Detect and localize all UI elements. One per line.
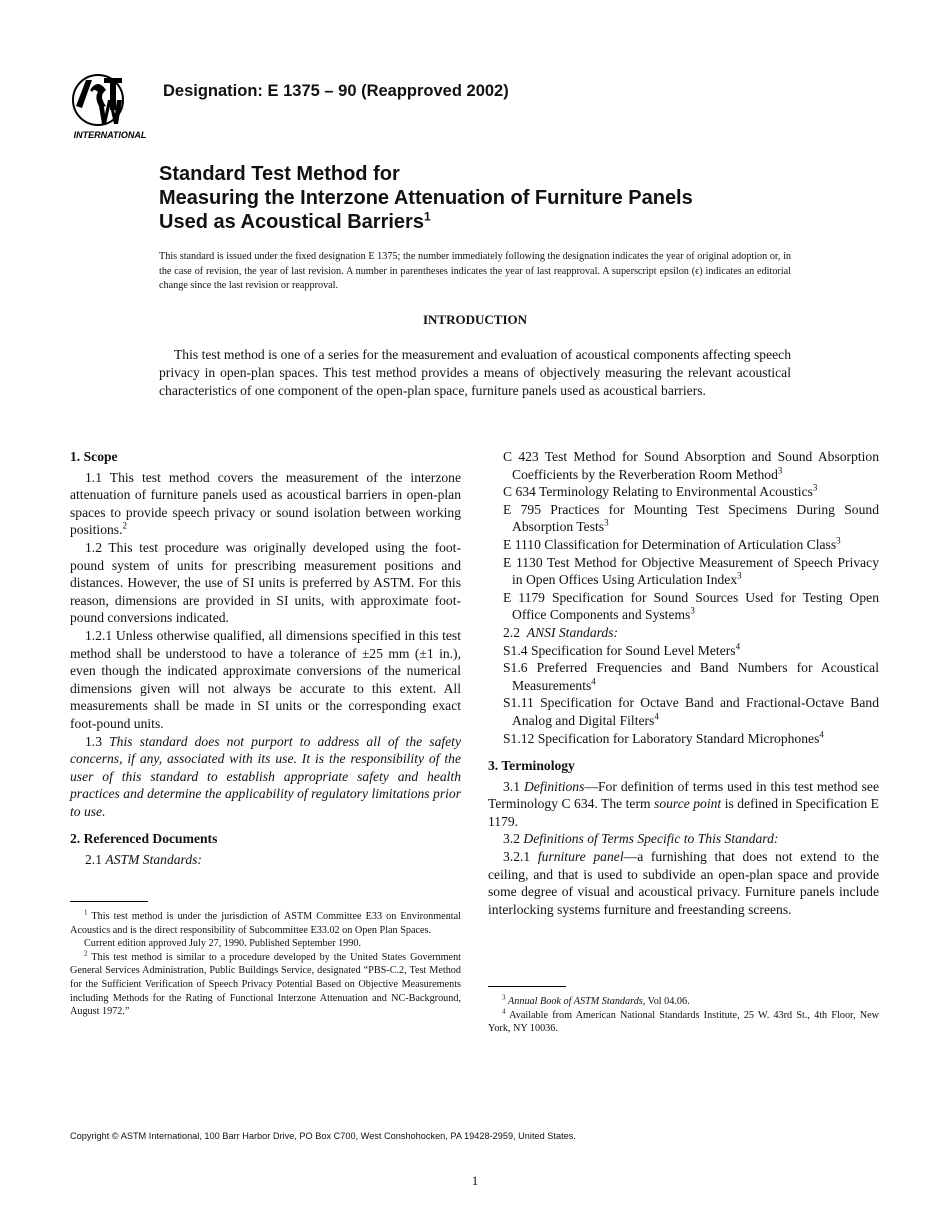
footnote-2: $^2$ This test method is similar to a procedure developed by the United States Government General Services Administration, Public Buildings Service, designated “PBS-C.2, Test Method for the Sufficient Verification of Speech Privacy Potential Based on Objective Measurements including Methods for the Rating of Functional Interzone Attenuation and NC-Background, August 1972.”: [70, 949, 461, 1018]
introduction-heading: INTRODUCTION: [422, 312, 527, 327]
paragraph-1-2-1: 1.2.1 Unless otherwise qualified, all dimensions specified in this test method shall be understood to have a tolerance of ±25 mm (±1 in.), even though the indicated approximate conversions of the numerical dimensions given will not always be accurate to this extent. All measurements shall be made in SI units or the corresponding exact foot-pound units.: [70, 627, 461, 731]
paragraph-2-2: 2.2 ANSI Standards:: [503, 624, 619, 640]
reference-item: E 795 Practices for Mounting Test Specimens During Sound Absorption Tests$^3$: [503, 501, 879, 535]
footnotes-left: [70, 910, 461, 1019]
astm-references: [488, 448, 879, 624]
footnote-ref-2[interactable]: 2: [122, 520, 127, 531]
paragraph-3-1: 3.1 Definitions—For definition of terms used in this test method see Terminology C 634. The term source point is defined in Specification E 1179.: [488, 778, 879, 829]
edition-note: Current edition approved July 27, 1990. Published September 1990.: [84, 938, 362, 950]
footnote-divider-right: [488, 986, 566, 987]
paragraph-3-2-1: 3.2.1 furniture panel—a furnishing that does not extend to the ceiling, and that is used to subdivide an open-plan space and provide some degree of visual and acoustical privacy. Furniture panels include interlocking systems furniture and freestanding screens.: [488, 849, 879, 917]
paragraph-2-1: 2.1 ASTM Standards:: [85, 852, 202, 868]
introduction-text: This test method is one of a series for the measurement and evaluation of acoustical components affecting speech privacy in open-plan spaces. This test method provides a means of objectively measuring the relevant acoustical characteristics of one component of the open-plan space, furniture panels used as acoustical barriers.: [159, 347, 791, 398]
footnote-4: $^4$ Available from American National Standards Institute, 25 W. 43rd St., 4th Floor, New York, NY 10036.: [488, 1007, 880, 1035]
astm-logo: [68, 70, 152, 142]
ansi-references: [488, 642, 879, 748]
footnote-3: $^3$ Annual Book of ASTM Standards, Vol 04.06.: [502, 993, 690, 1007]
title-footnote-mark: 1: [423, 209, 431, 224]
reference-item: S1.11 Specification for Octave Band and Fractional-Octave Band Analog and Digital Filters$^4$: [503, 695, 879, 728]
designation: Designation: E 1375 – 90 (Reapproved 2002): [163, 82, 509, 100]
reference-item: E 1179 Specification for Sound Sources Used for Testing Open Office Components and Systems$^3$: [503, 589, 879, 623]
paragraph-1-2: 1.2 This test procedure was originally developed using the foot-pound system of units for prescribing measurement positions and distances. However, the use of SI units is preferred by ASTM. For this reason, dimensions are provided in SI units, with approximate foot-pound conversions indicated.: [70, 539, 461, 626]
footnote-divider-left: [70, 901, 148, 902]
reference-item: C 634 Terminology Relating to Environmental Acoustics$^3$: [503, 482, 818, 500]
left-column: [70, 448, 461, 869]
reference-item: S1.4 Specification for Sound Level Meters$^4$: [503, 641, 741, 658]
title-line-1: Standard Test Method for: [159, 163, 400, 185]
document-title: [159, 162, 879, 234]
reference-item: E 1130 Test Method for Objective Measurement of Speech Privacy in Open Offices Using Articulation Index$^3$: [503, 554, 879, 588]
footnote-1: $^1$ This test method is under the jurisdiction of ASTM Committee E33 on Environmental Acoustics and is the direct responsibility of Subcommittee E33.02 on Open Plan Spaces.: [70, 908, 461, 936]
right-column: [488, 448, 879, 918]
title-line-3: Used as Acoustical Barriers$^1$: [159, 209, 431, 233]
reference-item: S1.6 Preferred Frequencies and Band Numbers for Acoustical Measurements$^4$: [503, 660, 879, 693]
paragraph-1-3: 1.3 This standard does not purport to address all of the safety concerns, if any, associated with its use. It is the responsibility of the user of this standard to establish appropriate safety and health practices and determine the applicability of regulatory limitations prior to use.: [70, 733, 461, 819]
scope-heading: 1. Scope: [70, 449, 118, 464]
terminology-heading: 3. Terminology: [488, 758, 575, 774]
reference-item: C 423 Test Method for Sound Absorption and Sound Absorption Coefficients by the Reverberation Room Method$^3$: [503, 449, 879, 482]
paragraph-1-1: 1.1 This test method covers the measurement of the interzone attenuation of furniture panels used as acoustical barriers in open-plan spaces to provide speech privacy or sound isolation between working positions.$^2$: [70, 469, 461, 538]
reference-item: E 1110 Classification for Determination of Articulation Class$^3$: [503, 535, 841, 552]
reference-item: S1.12 Specification for Laboratory Standard Microphones$^4$: [503, 728, 824, 746]
issue-note: This standard is issued under the fixed designation E 1375; the number immediately following the designation indicates the year of original adoption or, in the case of revision, the year of last revision. A number in parentheses indicates the year of last reapproval. A superscript epsilon (ϵ) indicates an editorial change since the last revision or reapproval.: [159, 251, 791, 291]
referenced-documents-heading: 2. Referenced Documents: [70, 831, 218, 847]
title-line-2: Measuring the Interzone Attenuation of Furniture Panels: [159, 187, 693, 209]
page-number: 1: [471, 1173, 479, 1188]
footnotes-right: [488, 995, 879, 1036]
logo-subtext: INTERNATIONAL: [73, 130, 147, 140]
copyright-notice: Copyright © ASTM International, 100 Barr Harbor Drive, PO Box C700, West Conshohocken, PA 19428-2959, United States.: [70, 1131, 576, 1141]
paragraph-3-2: 3.2 Definitions of Terms Specific to This Standard:: [503, 831, 779, 847]
